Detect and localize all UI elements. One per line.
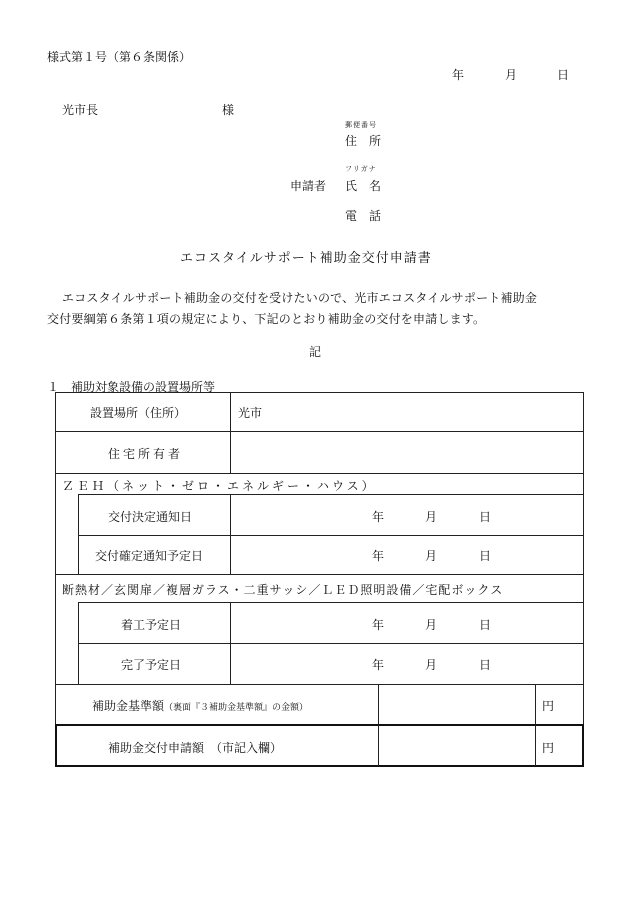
start-month: 月 xyxy=(425,618,438,632)
grant-confirm-day: 日 xyxy=(479,549,492,563)
insulation-header: 断熱材／玄関扉／複層ガラス・二重サッシ／ＬＥＤ照明設備／宅配ボックス xyxy=(62,583,504,597)
date-month-label: 月 xyxy=(505,68,518,82)
grant-decision-year: 年 xyxy=(372,510,385,524)
grant-decision-month: 月 xyxy=(425,510,438,524)
form-number: 様式第１号（第６条関係） xyxy=(47,50,192,64)
complete-year: 年 xyxy=(372,658,385,672)
complete-day: 日 xyxy=(479,658,492,672)
addressee-honorific: 様 xyxy=(222,103,235,117)
zeh-row-divider xyxy=(78,535,584,536)
addressee-name: 光市長 xyxy=(62,103,99,117)
base-amount-label xyxy=(92,697,308,714)
document-title: エコスタイルサポート補助金交付申請書 xyxy=(180,251,432,266)
owner-label: 住宅所有者 xyxy=(108,447,184,461)
furigana-label: フリガナ xyxy=(345,165,377,173)
location-label: 設置場所（住所） xyxy=(90,406,187,420)
zeh-header: ＺＥＨ（ネット・ゼロ・エネルギー・ハウス） xyxy=(62,479,377,493)
base-amount-divider-2 xyxy=(535,684,536,726)
insulation-row-divider xyxy=(78,643,584,644)
request-amount-divider-2 xyxy=(535,725,536,766)
start-day: 日 xyxy=(479,618,492,632)
phone-label: 電 話 xyxy=(345,209,382,223)
name-label: 氏 名 xyxy=(345,179,382,193)
request-amount-yen: 円 xyxy=(542,741,555,755)
section-1-heading: １ 補助対象設備の設置場所等 xyxy=(47,380,216,394)
base-amount-note: （裏面『３補助金基準額』の金額） xyxy=(164,703,309,713)
postal-code-label: 郵便番号 xyxy=(345,121,377,129)
start-label: 着工予定日 xyxy=(121,618,182,632)
complete-label: 完了予定日 xyxy=(121,658,182,672)
grant-confirm-label: 交付確定通知予定日 xyxy=(95,549,204,563)
complete-month: 月 xyxy=(425,658,438,672)
grant-decision-day: 日 xyxy=(479,510,492,524)
body-line-2: 交付要綱第６条第１項の規定により、下記のとおり補助金の交付を申請します。 xyxy=(47,312,486,326)
request-amount-label: 補助金交付申請額 （市記入欄） xyxy=(108,741,283,755)
date-day-label: 日 xyxy=(557,68,570,82)
owner-input[interactable] xyxy=(231,432,583,473)
ki-label: 記 xyxy=(309,345,322,359)
applicant-label: 申請者 xyxy=(290,179,327,193)
date-year-label: 年 xyxy=(452,68,465,82)
address-label: 住 所 xyxy=(345,134,382,148)
grant-confirm-year: 年 xyxy=(372,549,385,563)
request-amount-input[interactable] xyxy=(379,726,535,765)
base-amount-input[interactable] xyxy=(379,685,535,725)
grant-confirm-month: 月 xyxy=(425,549,438,563)
body-line-1: エコスタイルサポート補助金の交付を受けたいので、光市エコスタイルサポート補助金 xyxy=(62,291,538,305)
start-year: 年 xyxy=(372,618,385,632)
grant-decision-label: 交付決定通知日 xyxy=(108,510,193,524)
base-amount-label-text: 補助金基準額 xyxy=(92,699,165,713)
location-value: 光市 xyxy=(238,406,263,420)
base-amount-yen: 円 xyxy=(542,699,555,713)
